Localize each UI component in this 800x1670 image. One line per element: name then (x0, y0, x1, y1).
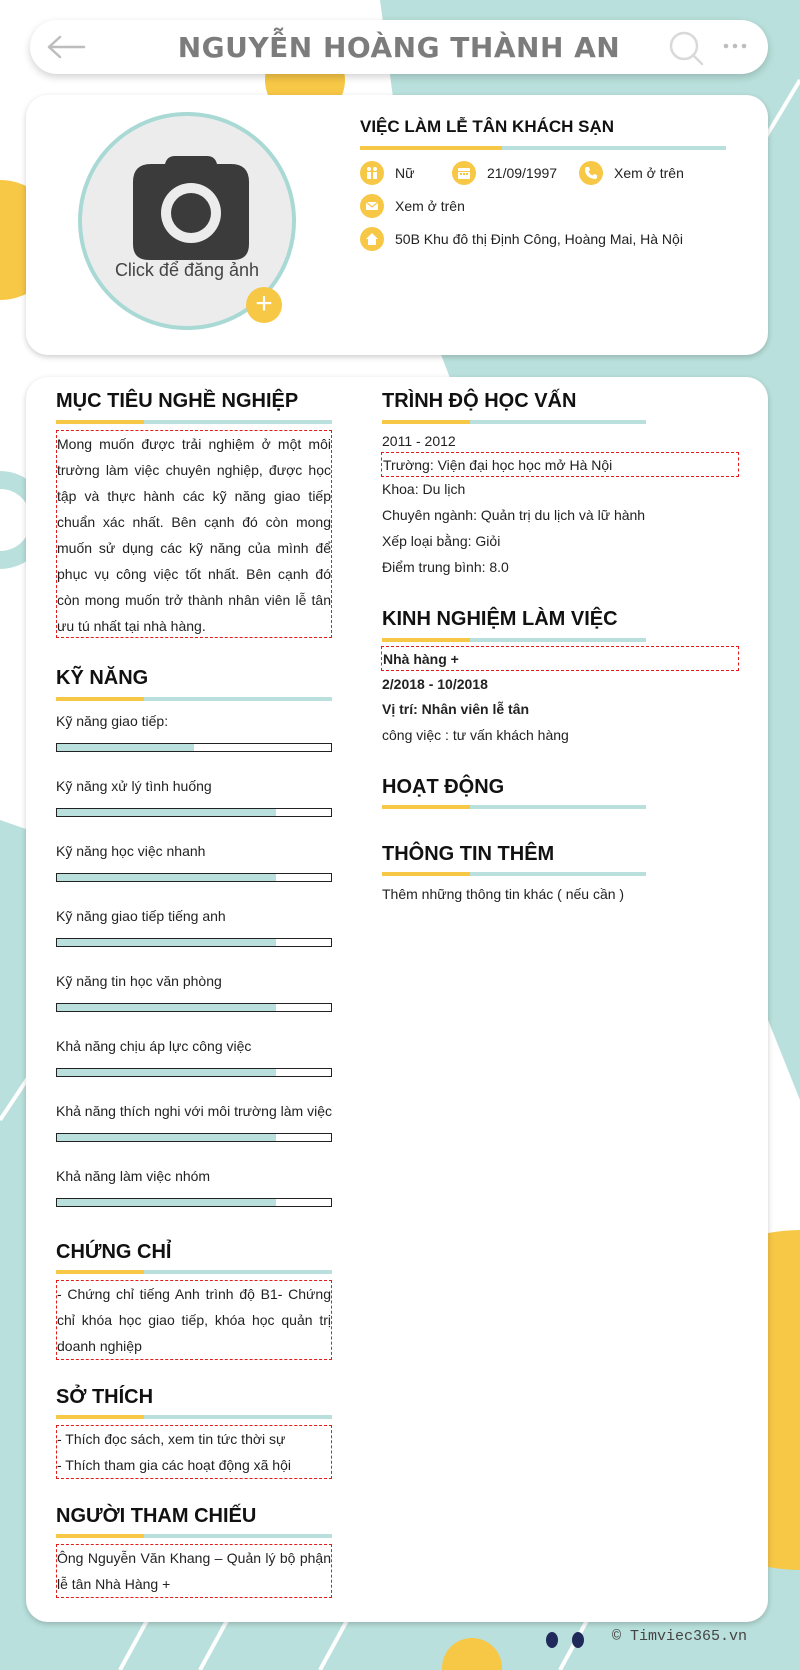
hobby-line: - Thích tham gia các hoạt động xã hội (57, 1457, 291, 1473)
calendar-icon (452, 161, 476, 185)
activities-underline (382, 805, 646, 809)
camera-icon (131, 154, 251, 262)
gender-field[interactable] (360, 161, 414, 185)
skill-label[interactable]: Kỹ năng xử lý tình huống (56, 778, 212, 794)
objective-title: MỤC TIÊU NGHỀ NGHIỆP (56, 390, 299, 412)
address-value: 50B Khu đô thị Định Công, Hoàng Mai, Hà Nội (395, 231, 683, 247)
education-major[interactable]: Chuyên ngành: Quản trị du lịch và lữ hành (382, 507, 646, 523)
gender-value: Nữ (395, 165, 415, 181)
home-icon (360, 227, 384, 251)
additional-title: THÔNG TIN THÊM (382, 843, 555, 865)
skill-label[interactable]: Kỹ năng giao tiếp: (56, 713, 169, 729)
certificates-underline (56, 1270, 332, 1274)
email-field[interactable] (360, 194, 465, 218)
skill-bar-fill (57, 809, 276, 816)
education-underline (382, 420, 646, 424)
hobby-line: - Thích đọc sách, xem tin tức thời sự (57, 1431, 286, 1447)
skill-bar-fill (57, 744, 194, 751)
skill-bar-fill (57, 1199, 276, 1206)
footer-credit: © Timviec365.vn (612, 1628, 748, 1645)
education-faculty[interactable]: Khoa: Du lịch (382, 481, 466, 497)
skill-label[interactable]: Khả năng làm việc nhóm (56, 1168, 211, 1184)
birthday-field[interactable] (452, 161, 557, 185)
education-period[interactable]: 2011 - 2012 (382, 433, 456, 449)
hobbies-underline (56, 1415, 332, 1419)
photo-upload-label: Click để đăng ảnh (114, 260, 260, 280)
skill-label[interactable]: Khả năng thích nghi với môi trường làm việc (56, 1103, 332, 1119)
experience-duty[interactable]: công việc : tư vấn khách hàng (382, 727, 569, 743)
job-title[interactable]: VIỆC LÀM LỄ TÂN KHÁCH SẠN (360, 117, 615, 136)
skill-bar-fill (57, 874, 276, 881)
skill-label[interactable]: Kỹ năng tin học văn phòng (56, 973, 222, 989)
skill-bar (56, 1068, 332, 1077)
objective-text[interactable]: Mong muốn được trải nghiệm ở một môi trường làm việc chuyên nghiệp, được học tập và thực hành các kỹ năng giao tiếp chuẩn xác nhất. Bên cạnh đó còn mong muốn sử dụng các kỹ năng của mình để phục vụ công việc tốt nhất. Bên cạnh đó còn mong muốn trở thành nhân viên lễ tân ưu tú nhất tại nhà hàng. (56, 430, 332, 638)
skill-bar (56, 743, 332, 752)
skill-label[interactable]: Khả năng chịu áp lực công việc (56, 1038, 252, 1054)
profile-card (26, 95, 768, 355)
skill-bar (56, 808, 332, 817)
skill-label[interactable]: Kỹ năng học việc nhanh (56, 843, 206, 859)
photo-upload[interactable] (78, 112, 296, 330)
main-card (26, 377, 768, 1622)
search-icon[interactable] (668, 30, 704, 66)
skills-title: KỸ NĂNG (56, 667, 149, 689)
skill-bar (56, 1133, 332, 1142)
hobbies-text[interactable] (56, 1425, 332, 1479)
experience-underline (382, 638, 646, 642)
phone-icon (579, 161, 603, 185)
skill-bar-fill (57, 1069, 276, 1076)
top-bar (30, 20, 768, 74)
education-gpa[interactable]: Điểm trung bình: 8.0 (382, 559, 509, 575)
activities-title: HOẠT ĐỘNG (382, 776, 505, 798)
address-field[interactable] (360, 227, 683, 251)
references-text[interactable]: Ông Nguyễn Văn Khang – Quản lý bộ phận lễ tân Nhà Hàng + (56, 1544, 332, 1598)
skill-bar (56, 1198, 332, 1207)
experience-period[interactable]: 2/2018 - 10/2018 (382, 676, 488, 692)
birthday-value: 21/09/1997 (487, 165, 558, 181)
skill-bar-fill (57, 1004, 276, 1011)
phone-value: Xem ở trên (614, 165, 684, 181)
skill-label[interactable]: Kỹ năng giao tiếp tiếng anh (56, 908, 226, 924)
skill-bar (56, 938, 332, 947)
additional-underline (382, 872, 646, 876)
add-photo-button[interactable]: + (246, 287, 282, 323)
phone-field[interactable] (579, 161, 684, 185)
education-school[interactable]: Trường: Viện đại học học mở Hà Nội (381, 452, 739, 477)
additional-text[interactable]: Thêm những thông tin khác ( nếu cần ) (382, 886, 625, 902)
experience-title: KINH NGHIỆM LÀM VIỆC (382, 608, 618, 630)
references-underline (56, 1534, 332, 1538)
objective-underline (56, 420, 332, 424)
more-options-icon[interactable] (720, 36, 750, 56)
education-grade[interactable]: Xếp loại bằng: Giỏi (382, 533, 501, 549)
email-icon (360, 194, 384, 218)
hobbies-title: SỞ THÍCH (56, 1386, 154, 1408)
skill-bar-fill (57, 939, 276, 946)
references-title: NGƯỜI THAM CHIẾU (56, 1505, 257, 1527)
experience-position[interactable]: Vị trí: Nhân viên lễ tân (382, 701, 530, 717)
skill-bar (56, 1003, 332, 1012)
skills-underline (56, 697, 332, 701)
education-title: TRÌNH ĐỘ HỌC VẤN (382, 390, 577, 412)
skill-bar-fill (57, 1134, 276, 1141)
email-value: Xem ở trên (395, 198, 465, 214)
gender-icon (360, 161, 384, 185)
certificates-title: CHỨNG CHỈ (56, 1241, 172, 1263)
job-title-underline (360, 146, 726, 150)
skill-bar (56, 873, 332, 882)
certificates-text[interactable]: - Chứng chỉ tiếng Anh trình độ B1- Chứng chỉ khóa học giao tiếp, khóa học quản trị doanh nghiệp (56, 1280, 332, 1360)
page-title: NGUYỄN HOÀNG THÀNH AN (177, 31, 621, 64)
experience-company[interactable]: Nhà hàng + (381, 646, 739, 671)
